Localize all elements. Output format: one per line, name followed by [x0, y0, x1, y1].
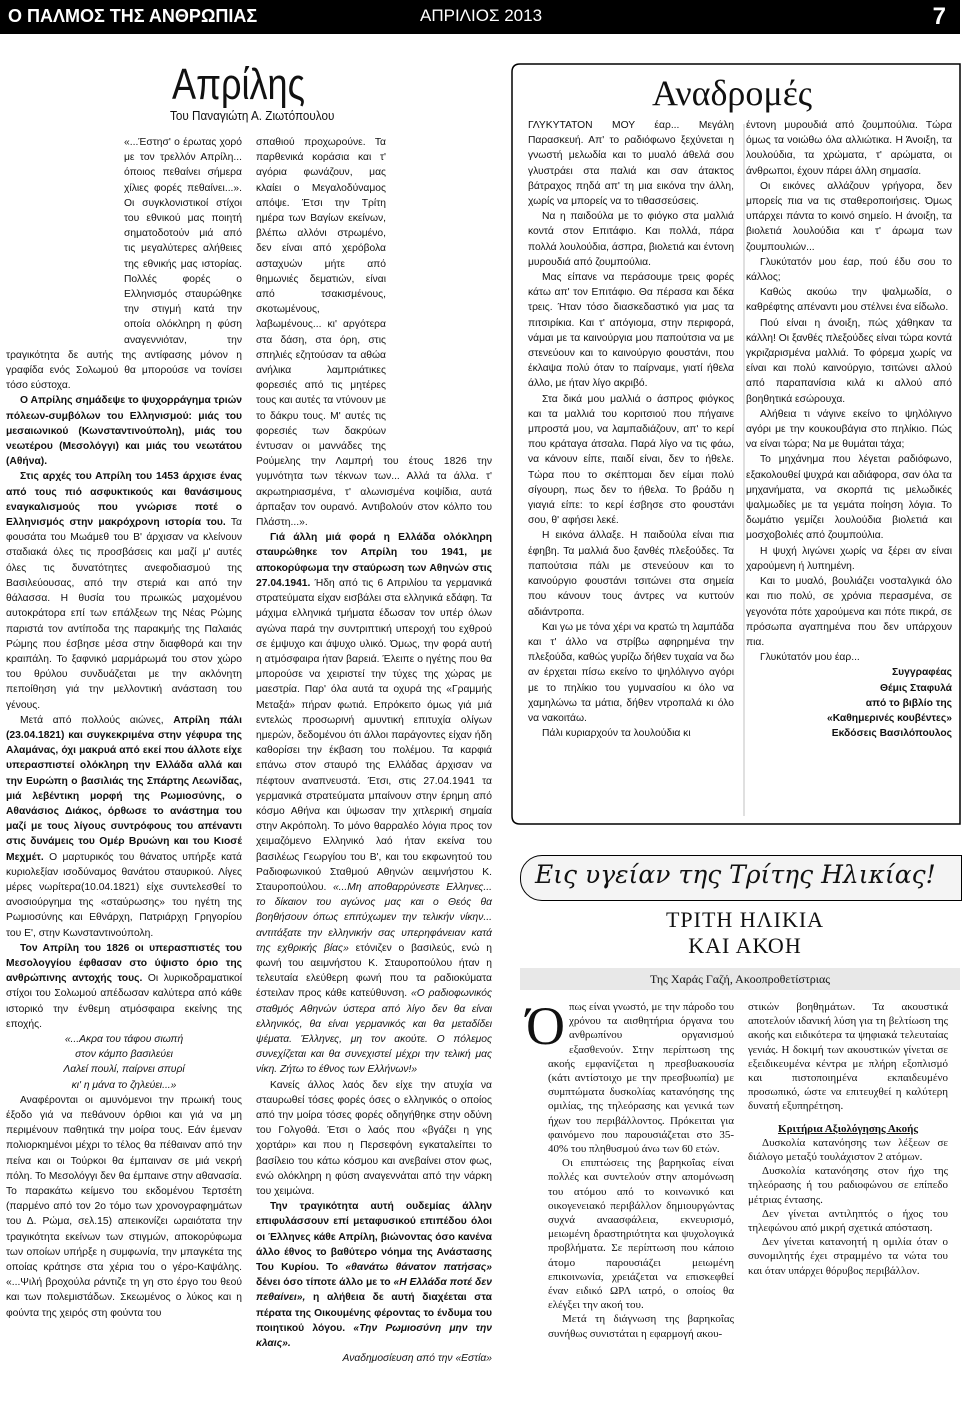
paragraph: Γλυκύτατόν μου έαρ... [760, 652, 860, 664]
drop-cap: Ό [526, 996, 565, 1056]
article-title: Αναδρομές [652, 73, 813, 113]
paragraph: Οι επιπτώσεις της βαρηκοΐας είναι πολλές και συντελούν στην απομόνωση του ατόμου από το κοινωνικό και οικογενειακό περιβάλλον δημιουργώντας συχνά αναασφάλεια, εκνευρισμό, μειωμένη δραστηριότητα και ψυχολογικά προβλήματα. Σε περίπτωση που κάποιο άτομο παρουσιάζει μειωμένη επικοινωνία, χρειάζεται να επισκεφθεί έναν ειδικό ΩΡΛ ιατρό, ο οποίος θα ελέγξει την ακοή του. [548, 1157, 734, 1312]
page-header [0, 0, 960, 34]
author-signature: Συγγραφέας [891, 667, 952, 679]
article-column-5 [526, 996, 734, 1396]
paragraph: Δυσκολία κατανόησης των λέξεων σε διάλογο μεταξύ τουλάχιστον 2 ατόμων. [748, 1136, 948, 1164]
author-signature: Εκδόσεις Βασιλόπουλος [831, 728, 952, 740]
paragraph: Την τραγικότητα αυτή ουδεμίας άλλην επιφυλάσσουν επί μεταφυσικού επιπέδου όλοι οι Έλληνες κάθε Απρίλη, βιώνοντας όσο κανένα άλλο έθνος το βαθύτερο νόημα της Ανάστασης Του Κυρίου. Το «θανάτω θάνατον πατήσας» δένει όσο τίποτε άλλο με το «Η Ελλάδα ποτέ δεν πεθαίνει», η αλήθεια δε αυτή διαχέεται στα πέρατα της Οικουμένης φέροντας το ένδυμα του ποιητικού λόγου. «Την Ρωμιοσύνη μην την κλαις». [256, 1201, 492, 1350]
article-author: Της Χαράς Γαζή, Ακοοπροθετίστριας [520, 968, 960, 990]
paragraph: Μετά τη διάγνωση της βαρηκοΐας συνήθως συνιστάται η εφαρμογή ακου- [548, 1313, 734, 1340]
article-column-4 [746, 118, 952, 826]
poem-line: «...Ακρα του τάφου σιωπή [64, 1033, 184, 1045]
paragraph: ΓΛΥΚΥΤΑΤΟΝ ΜΟΥ έαρ... Μεγάλη Παρασκευή. Απ' το ραδιόφωνο ξεχύνεται η γνωστή μελωδία και το μυαλό άθελά σου γλυστράει στα παλιά και σαν άτακτος βάτραχος πηδά απ' τη μια εικόνα την άλλη, χωρίς να μπορείς να το τιθασσεύσεις. [528, 120, 734, 208]
paragraph: Και το μυαλό, βουλιάζει νοσταλγικά όλο και πιο πολύ, σε χρόνια περασμένα, σε γεγονότα πότε χαρούμενα και πότε πικρά, σε πρόσωπα αγαπημένα που δεν υπάρχουν πια. [746, 576, 952, 648]
paragraph: σπαθιού προχωρούνε. Τα παρθενικά κοράσια και τ' αγόρια φωνάζουν, μας κλαίει ο Μεγαλοδύναμος απόψε. Έτσι την Τρίτη ημέρα των Βαγίων εκείνων, βλέπω αλλόνι στρωμένο, δεν είναι από χερόβολα ασταχυών μήτε από θημωνιές δεματιών, είναι από τσακισμένους, σκοτωμένους, λαβωμένους... κι' αργότερα στα δάση, στα όρη, στις σπηλιές εζητούσαν τα αθώα ανήλικα λαμπριάτικες φορεσιές από τις μητέρες τους και αυτές τα ντύνουν με το δάκρυ τους. Μ' αυτές τις φορεσιές των δακρύων έντυσαν οι μαννάδες της Ρούμελης την Λαμπρή του έτους 1826 την γυμνότητα των τέκνων των... Αλλά τα άλλα. τ' ακρωτηριασμένα, τ' αλωνισμένα κοψίδια, αυτά άρπαξαν τον ουρανό. Αντιβολούν στον κόλπο του Πλάστη...». [256, 137, 492, 529]
paragraph: Ο Απρίλης σημάδεψε το ψυχορράγημα τριών πόλεων-συμβόλων του Ελληνισμού: μιάς του μεσαιωνικού (Κωνσταντινούπολη), μιάς του νεωτέρου (Μεσολόγγι) και μιάς του νεωτάτου (Αθήνα). [6, 395, 242, 468]
paragraph: Να η παιδούλα με το φιόγκο στα μαλλιά κοντά στον Επιτάφιο. Και πολλά, πάρα πολλά λουλούδια, άσπρα, βιολετιά και έντονη μυρουδιά από ζουμπούλια. [528, 211, 734, 268]
text-wrap-space [392, 195, 502, 443]
poem-line: στον κάμπο βασιλεύει [75, 1049, 173, 1061]
paragraph: Μετά από πολλούς αιώνες, Απρίλη πάλι (23.04.1821) και συγκεκριμένα στην γέφυρα της Αλαμάνας, όχι μακρυά από εκεί που άλλοτε είχε υπερασπιστεί ολόκληρη την Ελλάδα αλλά και την Ευρώπη ο βασιλιάς της Σπάρτης Λεωνίδας, μιά λεβέντικη μορφή της Ρωμιοσύνης, ο Αθανάσιος Διάκος, όρθωσε το ανάστημα του μαζί με τους λίγους συντρόφους του απέναντι στις δυνάμεις του Ομέρ Βρυώνη και του Κιοσέ Μεχμέτ. Ο μαρτυρικός του θάνατος υπήρξε κατά κυριολεξίαν ισοδύναμος θανάτου σταυρικού. Λίγες μέρες νωρίτερα(10.04.1821) είχε συντελεσθεί το ανοσιούργημα της «σταύρωσης» του ηγέτη της Ρωμιοσύνης και Εθνάρχη, Πατριάρχη Γρηγορίου του Ε', στην Κωνσταντινούπολη. [6, 714, 242, 939]
paragraph: Μας είπανε να περάσουμε τρεις φορές κάτω απ' τον Επιτάφιο. Θα πέρασα και δέκα τρεις. Ήταν τόσο διασκεδαστικό για μας τα πιτσιρίκια. Και τ' απόγιομα, στην περιφορά, νάμαι με τα καινούργια μου παπούτσια να με στενεύουν και το καινούργιο φουστάνι, που έκλαψα πολύ όταν το παίρναμε, γιατί ήθελα άλλο, με ήταν λίγο ακριβό. [528, 272, 734, 390]
article-column-6 [748, 1000, 948, 1396]
poem-line: Λαλεί πουλί, παίρνει σπυρί [63, 1064, 185, 1076]
paragraph: «...Έστησ' ο έρωτας χορό με τον τρελλόν Απρίλη... όποιος πεθαίνει σήμερα χίλιες φορές πεθαίνει...». Οι συγκλονιστικοί στίχοι του εθνικού μας ποιητή σηματοδοτούν μιά από τις μεγαλύτερες αλήθειες της εθνικής μας ιστορίας. Πολλές φορές ο Ελληνισμός σταυρώθηκε την στιγμή κατά την οποία ολόκληρη η φύση αναγεννιόταν, την τραγικότητα δε αυτής της αντίφασης μόνον η γραφίδα ενός Σολωμού θα μπορούσε να τονίσει τόσο εύστοχα. [6, 137, 242, 392]
article-column-2 [256, 135, 492, 1397]
text-wrap-space [0, 135, 116, 343]
author-signature: «Καθημερινές κουβέντες» [826, 712, 952, 724]
paragraph: Πάλι κυριαρχούν τα λουλούδια κι [542, 728, 691, 740]
article-title: Απρίλης [172, 60, 305, 109]
paragraph: Όπως είναι γνωστό, με την πάροδο του χρόνου τα αισθητήρια όργανα του ανθρωπίνου οργανισμού εξασθενούν. Στην περίπτωση της ακοής εμφανίζεται η πρεσβυακουσία (κάτι αντίστοιχο με την πρεσβυωπία) με συμπτώματα δυσκολίας κατανόησης της ομιλίας, της τηλεόρασης και γενικά των ήχων του περιβάλλοντος. Πρόκειται για φαινόμενο που παρουσιάζεται στο 35-40% του πληθυσμού άνω των 60 ετών. [526, 996, 734, 1156]
issue-date: ΑΠΡΙΛΙΟΣ 2013 [420, 6, 543, 25]
paragraph: Κανείς άλλος λαός δεν είχε την ατυχία να σταυρωθεί τόσες φορές όσες ο ελληνικός ο οποίος από την μοίρα τόσες φορές οδηγήθηκε στην οδύνη του Γολγοθά. Έτσι ο λαός που «βγάζει η γης χορτάρι» και που η Περσεφόνη εγκαταλείπει το βασίλειο του κάτω κόσμου και ανεβαίνει στον φως, ενώ ολόκληρη η φύση αναγεννάται από την νάρκη του χειμώνα. [256, 1079, 492, 1198]
source-note: Αναδημοσίευση από την «Εστία» [342, 1353, 492, 1365]
newspaper-name: Ο ΠΑΛΜΟΣ ΤΗΣ ΑΝΘΡΩΠΙΑΣ [8, 6, 258, 26]
paragraph: στικών βοηθημάτων. Τα ακουστικά αποτελούν ιδανική λύση για τη βελτίωση της ακοής και ειδικότερα τα ψηφιακά τελευταίας γενιάς. Η δοκιμή των ακουστικών γίνεται σε εξειδικευμένα κέντρα με πλήρη εξοπλισμό και πιστοποιημένα εκπαιδευμένο προσωπικό, ώστε να επιτευχθεί η καλύτερη δυνατή εξυπηρέτηση. [748, 1001, 948, 1113]
paragraph: Δεν γίνεται κατανοητή η ομιλία όταν ο συνομιλητής έχει στραμμένο τα νώτα του και όταν υπάρχει θόρυβος περιβάλλον. [748, 1236, 948, 1277]
paragraph: Στις αρχές του Απρίλη του 1453 άρχισε ένας από τους πιό ασφυκτικούς και θανάσιμους εναγκαλισμούς που γνώρισε ποτέ ο Ελληνισμός στην μακρόχρονη ιστορία του. Τα φουσάτα του Μωάμεθ του Β' άρχισαν να κλείνουν σταδιακά όλες τις προσβάσεις και μαζί μ' αυτές όλες τις δυνατότητες ανεφοδιασμού της Βασιλεύουσας, από την στεριά και από την θάλασσα. Η θυσία του πρωικώς μαχομένου αυτοκράτορα επί των επάλξεων της Νέας Ρώμης παριστά τον αντίποδα της παρακμής της Παλαιάς Ρώμης που έσβησε μέσα στην διαφθορά και την κραιπάλη. Το ξαφνικό μαρμάρωμά του στον χώρο του θρύλου συνδυάζεται με την ακλόνητη πεποίθηση γιά την μελλοντική ανάσταση του γένους. [6, 471, 242, 711]
article-column-1 [6, 135, 242, 1397]
paragraph: Πού είναι η άνοιξη, πώς χάθηκαν τα κάλλη! Οι ξανθές πλεξούδες είναι τώρα κοντά γκριζαρισμένα μαλλιά. Το φόρεμα χωρίς να είναι και πολύ καινούργιο, τσιτώνει αλλού από παραπανίσια κιλά κι αλλού από βοηθητικά εσώρουχα. [746, 317, 952, 405]
paragraph: έντονη μυρουδιά από ζουμπούλια. Τώρα όμως τα νοιώθω όλα αλλιώτικα. Η Άνοιξη, τα λουλούδια, τα χρώματα, τ' αρώματα, οι άνθρωποι, έχουν πάρει άλλη σημασία. [746, 120, 952, 177]
subheading: Κριτήρια Αξιολόγησης Ακοής [778, 1122, 918, 1135]
poem-line: κι' η μάνα το ζηλεύει...» [71, 1079, 177, 1091]
article-column-3 [528, 118, 734, 826]
paragraph: Γιά άλλη μιά φορά η Ελλάδα ολόκληρη σταυρώθηκε τον Απρίλη του 1941, με αποκορύφωμα την σταύρωση των Αθηνών στις 27.04.1941. Ήδη από τις 6 Απριλίου τα γερμανικά στρατεύματα είχαν εισβάλει στα ελληνικά εδάφη. Τα μάχιμα ελληνικά τμήματα έδωσαν τον υπέρ όλων αγώνα παρά την συντριπτική υπεροχή του εχθρού σε έμψυχο και άψυχο υλικό. Όμως, την φορά αυτή η ατμόσφαιρα ήταν βαρειά. Έλειπε ο ηγέτης που θα μπορούσε να χειριστεί την τύχες της χώρας με μαεστρία. Παρ' όλα αυτά τα οχυρά της «Γραμμής Μεταξά» πήραν φωτιά. Επρόκειτο όμως γιά μιά εντελώς προσωρινή αμυντική επιτυχία ολίγων ημερών, δεδομένου ότι άλλοι παράγοντες είχαν ήδη καθορίσει την έκβαση του πολέμου. Τα καρφιά επάνω στον σταυρό της Ελλάδας άρχισαν να πέφτουν αναπνευστά. Έτσι, στις 27.04.1941 τα γερμανικά στρατεύματα μπαίνουν στην έρημη από κόσμο Αθήνα και ύψωσαν την χιτλερική σημαία στην Ακρόπολη. Το μόνο θαρραλέο λόγια προς τον χειμαζόμενο Ελληνικό λαό ήταν εκείνα του βασιλέως Γεωργίου του Β', και του εκφωνητού του Ραδιοφωνικού Σταθμού Αθηνών αειμνήστου Κ. Σταυροπούλου. «...Μη αποθαρρύνεστε Ελληνες... το δίκαιον του αγώνος μας και ο Θεός θα βοηθήσουν όπως επιτύχωμεν την τελικήν νίκην... αντιτάξατε την ελληνικήν σας υπερηφάνειαν κατά της εχθρικής βίας» ετόνιζεν ο βασιλεύς, ενώ η φωνή του αειμνήστου Κ. Σταυροπούλου ήταν η τελευταία ελεύθερη φωνή που τα ραδιοκύματα έστειλαν προς κάθε κατεύθυνση. «Ο ραδιοφωνικός σταθμός Αθηνών ύστερα από λίγο δεν θα είναι ελληνικός, θα είναι γερμανικός και θα μεταδίδει ψέματα. Έλληνες, μη τον ακούτε. Ο πόλεμος συνεχίζεται και θα συνεχιστεί μέχρι την τελική μας νίκη. Ζήτω το έθνος των Ελλήνων!» [256, 532, 492, 1076]
paragraph: Οι εικόνες αλλάζουν γρήγορα, δεν μπορείς πια να τις σταθεροποιήσεις. Όμως υπάρχει πάντα το κοινό σημείο. Η άνοιξη, τα βιολετιά λουλούδια και τ' άρωμα των ζουμπουλιών... [746, 180, 952, 253]
article-title: ΤΡΙΤΗ ΗΛΙΚΙΑ ΚΑΙ ΑΚΟΗ [665, 907, 825, 958]
article-author: Του Παναγιώτη Α. Ζιωτόπουλου [170, 108, 335, 123]
paragraph: Δεν γίνεται αντιληπτός ο ήχος του τηλεφώνου από μικρή σχετικά απόσταση. [748, 1207, 948, 1235]
paragraph: Και γω με τόνα χέρι να κρατώ τη λαμπάδα και τ' άλλο να στρίβω αφηρημένα την πλεξούδα, καθώς γυρίζω δήθεν τυχαία να δω αν έρχεται πίσω εκείνο το ψηλόλιγνο αγόρι με το πηλίκιο του γυμνασίου κι όλο να χαμηλώνω τα μάτια, δήθεν ντροπαλά κι όλο να νακοιτάω. [528, 621, 734, 724]
paragraph: Αλήθεια τι νάγινε εκείνο το ψηλόλιγνο αγόρι με την κουκουβάγια στο πηλίκιο. Πώς να είναι τώρα; Να με θυμάται τάχα; [746, 408, 952, 451]
paragraph: Το μηχάνημα που λέγεται ραδιόφωνο, εξακολουθεί ψυχρά και αδιάφορα, σαν όλα τα μηχανήματα, να σκορπά τις μελωδικές ψαλμωδίες με τα γεμάτα ποίηση λόγια. Το δωμάτιο γεμίζει λουλούδια βιολετιά και μοσχοβολιές από ζουμπούλια. [746, 454, 952, 542]
paragraph: Γλυκύτατόν μου έαρ, πού έδυ σου το κάλλος; [746, 256, 952, 284]
paragraph: Αναφέρονται οι αμυνόμενοι την πρωική τους έξοδο γιά να πεθάνουν όρθιοι και γιά να μη περιμένουν παθητικά την μοίρα τους. Εάν έμεναν πολιορκημένοι μέχρι το τέλος θα πέθαιναν από την πείνα και οι Τούρκοι θα έμπαιναν σε μιά νεκρή πόλη. Το Μεσολόγγι δεν θα έμπαινε στην αθανασία. Το παρακάτω κείμενο του εκδομένου Τερτσέτη (παρμένο από τον 2ο τόμο των χρονογραφημάτων του Δ. Ρώμα, σελ.15) απεικονίζει ωραιότατα την τραγικότητα εκείνων των στιγμών, αποκορύφωμα των οποίων υπήρξε η συμφωνία, την μπαγκέτα της οποίας κράτησε στα χέρια του ο γέρο-Καψάλης. «...Ψιλή βροχούλα ράντιζε τη γη στο έργο του θεού και των πολεμιστάδων. Σκεωμένος ο λύκος και η φούντα της χειρός στη φούντα του [6, 1094, 242, 1319]
paragraph: Η ψυχή λιγώνει χωρίς να ξέρει αν είναι χαρούμενη ή λυπημένη. [746, 545, 952, 572]
paragraph: Στα δικά μου μαλλιά ο άσπρος φιόγκος και τα μαλλιά του κοριτσιού που πήγαινε μπροστά μου, να λαμπαδιάζουν, απ' το κερί που κράταγα άτσαλα. Παρά λίγο να τις φάω, να κάνουν είπε, παιδί είναι, δεν το ήθελε. Τώρα που το σκέπτομαι δεν είμαι πολύ σίγουρη, πως δεν το ήθελα. Το βράδυ η γιαγιά είπε: το κερί έσβησε στο φουστάνι σου, θ' αφήσει λεκέ. [528, 393, 734, 527]
paragraph: Δυσκολία κατανόησης στον ήχο της τηλεόρασης ή του ραδιοφώνου σε επίπεδο μέτριας έντασης. [748, 1165, 948, 1206]
section-banner: Εις υγείαν της Τρίτης Ηλικίας! [520, 855, 962, 901]
paragraph: Καθώς ακούω την ψαλμωδία, ο καθρέφτης απέναντι μου στέλνει ένα είδωλο. [746, 287, 952, 314]
page-number: 7 [932, 3, 946, 30]
paragraph: Η εικόνα άλλαξε. Η παιδούλα είναι πια έφηβη. Τα μαλλιά δυο ξανθές πλεξούδες. Τα παπούτσια πάλι με στενεύουν και το καινούργιο φουστάνι τσιτώνει στα σημεία που κάνουν τους άντρες να κυττούν αδιάντροπα. [528, 530, 734, 618]
author-signature: από το βιβλίο της [865, 697, 952, 709]
paragraph: Τον Απρίλη του 1826 οι υπερασπιστές του Μεσολογγίου έφθασαν στο ύψιστο όριο της ανθρώπινης αντοχής τους. Οι λυρικοδραματικοί στίχοι του Σολωμού απέδωσαν καλύτερα από κάθε ιστορικό την ένθεμη ατμόσφαιρα εκείνης της εποχής. [6, 942, 242, 1030]
author-signature: Θέμις Σταφυλά [880, 682, 952, 694]
